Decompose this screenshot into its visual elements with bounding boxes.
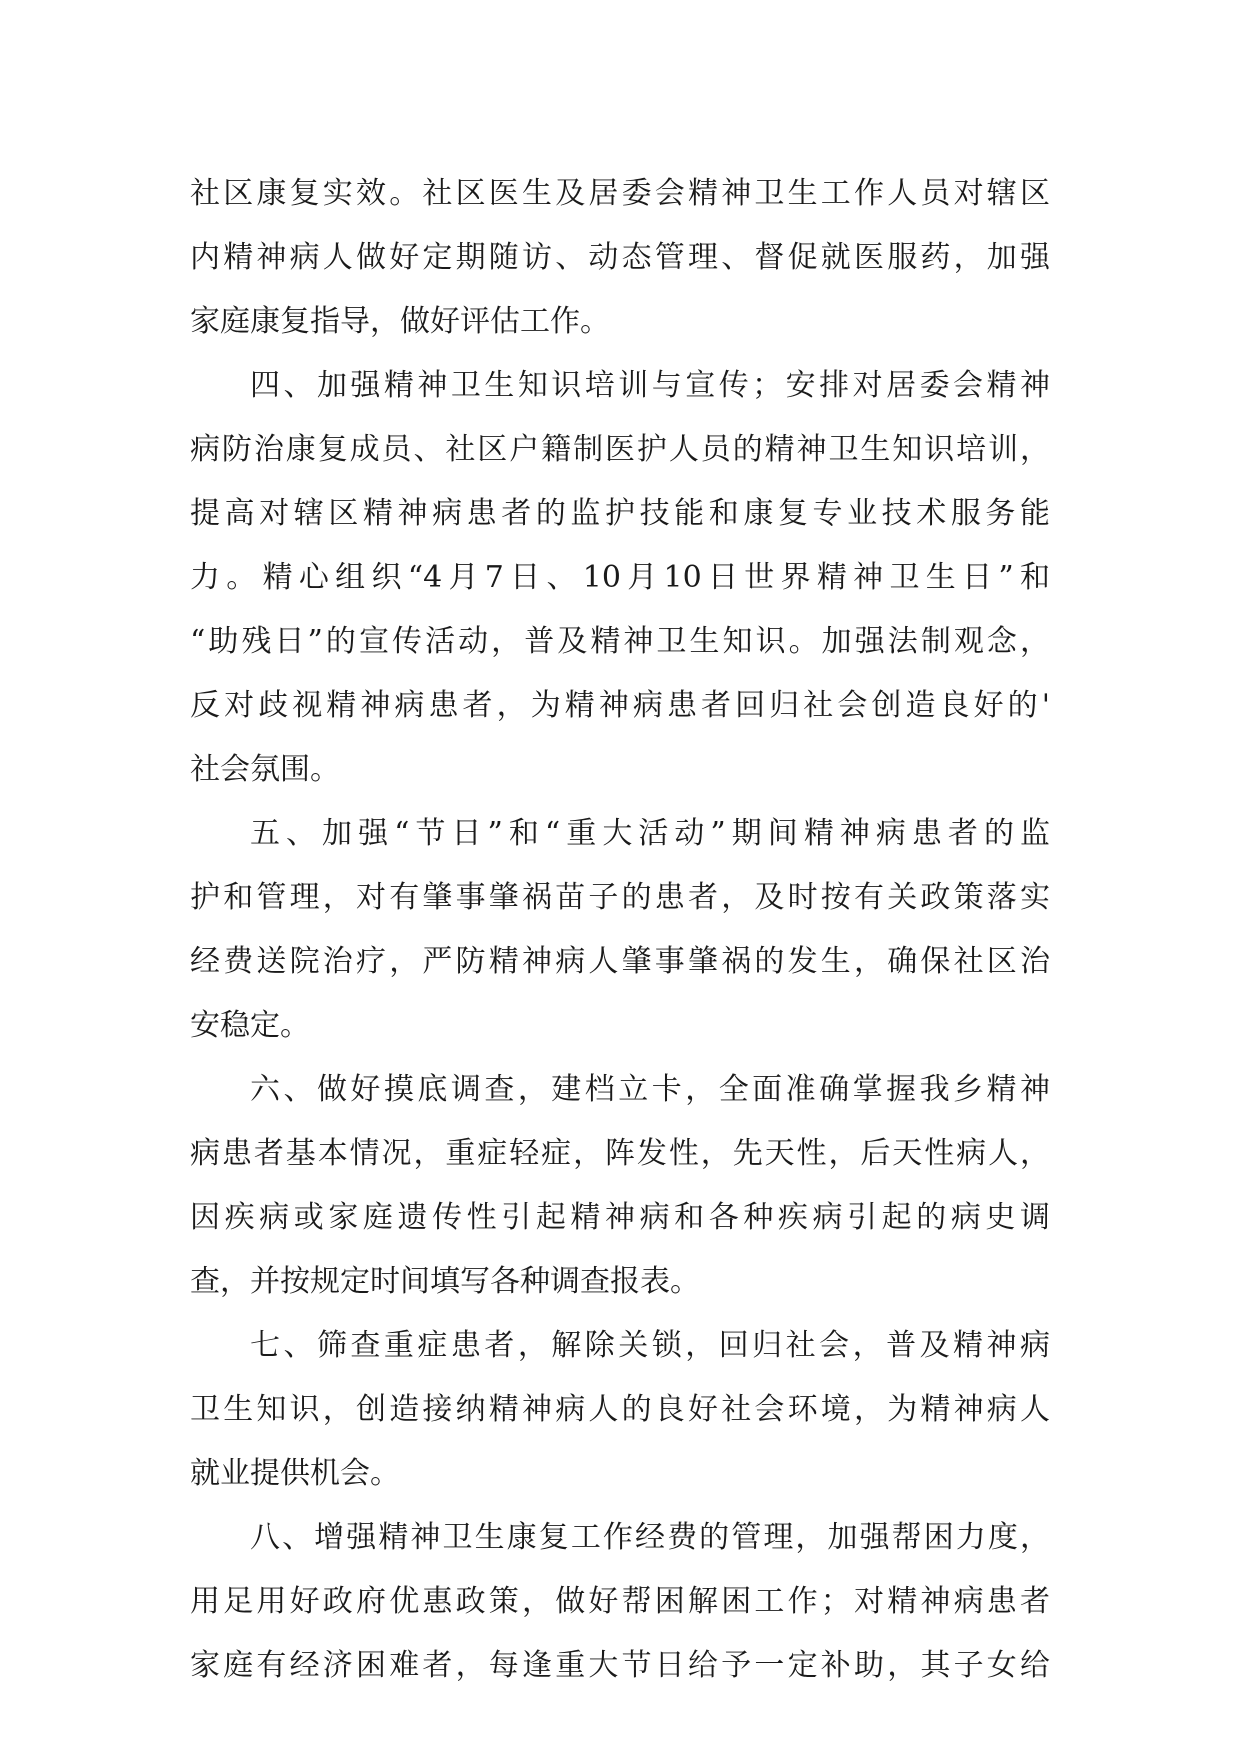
text-line: 家庭有经济困难者，每逢重大节日给予一定补助，其子女给	[190, 1648, 1050, 1683]
text-line: 社区康复实效。社区医生及居委会精神卫生工作人员对辖区	[190, 176, 1050, 211]
text-line: 六、做好摸底调查，建档立卡，全面准确掌握我乡精神	[250, 1072, 1050, 1107]
text-line: 四、加强精神卫生知识培训与宣传；安排对居委会精神	[250, 368, 1050, 403]
text-line: 七、筛查重症患者，解除关锁，回归社会，普及精神病	[250, 1328, 1050, 1363]
text-line: 病患者基本情况，重症轻症，阵发性，先天性，后天性病人，	[190, 1136, 1050, 1171]
text-line: 力。精心组织“4月7日、10月10日世界精神卫生日”和	[190, 560, 1050, 595]
text-line: 因疾病或家庭遗传性引起精神病和各种疾病引起的病史调	[190, 1200, 1050, 1235]
text-line: 病防治康复成员、社区户籍制医护人员的精神卫生知识培训，	[190, 432, 1050, 467]
text-line: 查，并按规定时间填写各种调查报表。	[190, 1264, 700, 1299]
paragraph-section-7	[190, 1314, 1050, 1506]
text-line: 护和管理，对有肇事肇祸苗子的患者，及时按有关政策落实	[190, 880, 1050, 915]
text-line: 经费送院治疗，严防精神病人肇事肇祸的发生，确保社区治	[190, 944, 1050, 979]
text-line: 安稳定。	[190, 1008, 310, 1043]
paragraph-intro	[190, 162, 1050, 354]
text-line: 社会氛围。	[190, 752, 340, 787]
text-line: 家庭康复指导，做好评估工作。	[190, 304, 610, 339]
text-line: 提高对辖区精神病患者的监护技能和康复专业技术服务能	[190, 496, 1050, 531]
paragraph-section-4	[190, 354, 1050, 802]
text-line: 八、增强精神卫生康复工作经费的管理，加强帮困力度，	[250, 1520, 1050, 1555]
paragraph-section-8	[190, 1506, 1050, 1698]
text-line: “助残日”的宣传活动，普及精神卫生知识。加强法制观念，	[190, 624, 1050, 659]
document-body	[190, 162, 1050, 1698]
paragraph-section-6	[190, 1058, 1050, 1314]
text-line: 反对歧视精神病患者，为精神病患者回归社会创造良好的'	[190, 688, 1050, 723]
paragraph-section-5	[190, 802, 1050, 1058]
text-line: 内精神病人做好定期随访、动态管理、督促就医服药，加强	[190, 240, 1050, 275]
text-line: 就业提供机会。	[190, 1456, 400, 1491]
text-line: 卫生知识，创造接纳精神病人的良好社会环境，为精神病人	[190, 1392, 1050, 1427]
text-line: 五、加强“节日”和“重大活动”期间精神病患者的监	[250, 816, 1050, 851]
text-line: 用足用好政府优惠政策，做好帮困解困工作；对精神病患者	[190, 1584, 1050, 1619]
